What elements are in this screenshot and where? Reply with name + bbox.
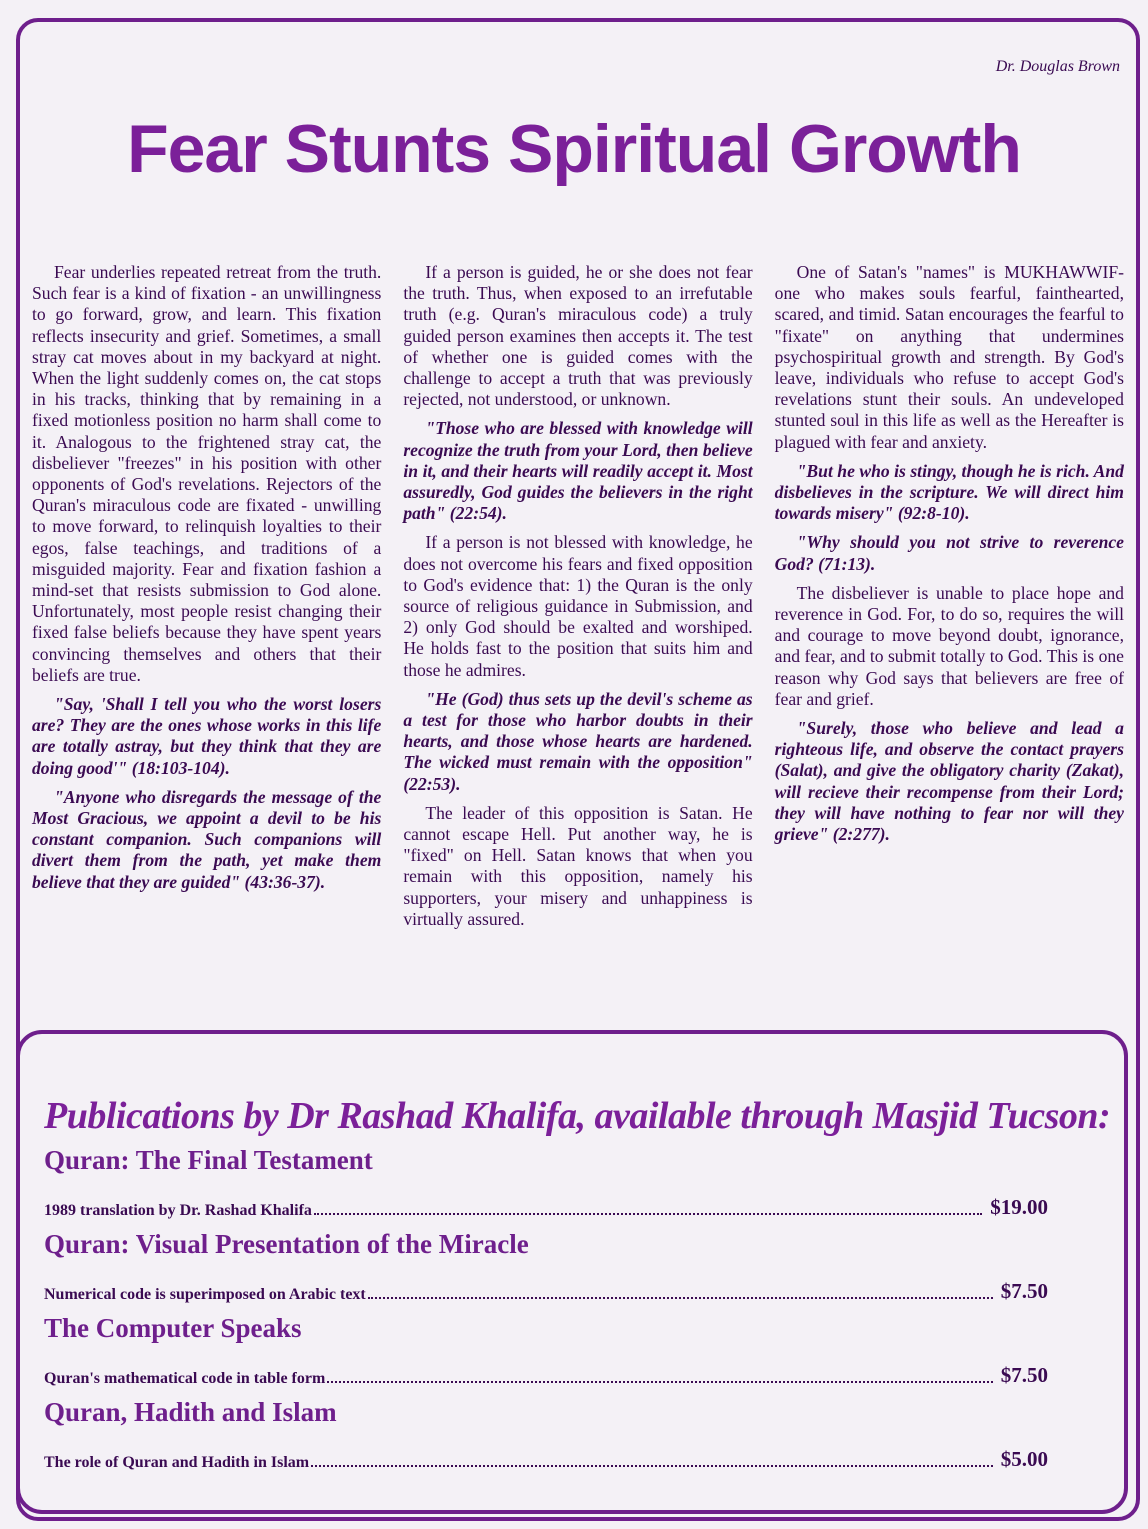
article-column — [32, 262, 381, 1002]
publication-description: 1989 translation by Dr. Rashad Khalifa — [44, 1202, 312, 1219]
article-body — [32, 262, 1124, 1002]
publication-description: Quran's mathematical code in table form — [44, 1370, 326, 1387]
publication-row — [44, 1178, 1048, 1226]
publications-list — [44, 1142, 1048, 1478]
body-paragraph: Fear underlies repeated retreat from the truth. Such fear is a kind of fixation - an unwillingness to go forward, grow, and learn. This fixation reflects insecurity and grief. Sometimes, a small stray cat moves about in my backyard at night. When the light suddenly comes on, the cat stops in his tracks, thinking that by remaining in a fixed motionless position no harm shall come to it. Analogous to the frightened stray cat, the disbeliever "freezes" in his position with other opponents of God's revelations. Rejectors of the Quran's miraculous code are fixated - unwilling to move forward, to relinquish loyalties to their egos, false teachings, and traditions of a misguided majority. Fear and fixation fashion a mind-set that resists submission to God alone. Unfortunately, most people resist changing their fixed false beliefs because they have spent years convincing themselves and others that their beliefs are true. — [32, 262, 382, 685]
publication-title: Quran, Hadith and Islam — [44, 1397, 337, 1427]
scripture-quote: "Say, 'Shall I tell you who the worst losers are? They are the ones whose works in this life are totally astray, but they think that they are doing good'" (18:103-104). — [32, 694, 382, 778]
publication-row — [44, 1430, 1048, 1478]
publication-row — [44, 1262, 1048, 1310]
body-paragraph: The disbeliever is unable to place hope and reverence in God. For, to do so, requires the will and courage to move beyond doubt, ignorance, and fear, and to submit totally to God. This is one reason why God says that believers are free of fear and grief. — [774, 582, 1124, 709]
dot-leader — [327, 1381, 992, 1383]
author-byline: Dr. Douglas Brown — [995, 58, 1120, 75]
article-title: Fear Stunts Spiritual Growth — [127, 111, 1021, 187]
publication-title: Quran: The Final Testament — [44, 1145, 373, 1175]
scripture-quote: "He (God) thus sets up the devil's scheme as a test for those who harbor doubts in their hearts, and those whose hearts are hardened. The wicked must remain with the opposition" (22:53). — [403, 688, 753, 794]
publication-item — [44, 1142, 1048, 1226]
publication-title: Quran: Visual Presentation of the Miracle — [44, 1229, 529, 1259]
publication-title: The Computer Speaks — [44, 1313, 302, 1343]
publication-price: $19.00 — [990, 1195, 1048, 1219]
publication-item — [44, 1394, 1048, 1478]
publication-row — [44, 1346, 1048, 1394]
publication-price: $5.00 — [1000, 1447, 1048, 1471]
dot-leader — [311, 1465, 993, 1467]
body-paragraph: The leader of this opposition is Satan. He cannot escape Hell. Put another way, he is "fixed" on Hell. Satan knows that when you remain with this opposition, namely his supporters, your misery and unhappiness is virtually assured. — [403, 802, 753, 929]
scripture-quote: "Why should you not strive to reverence God? (71:13). — [774, 532, 1124, 574]
article-column — [403, 262, 752, 1002]
scripture-quote: "Surely, those who believe and lead a righteous life, and observe the contact prayers (Salat), and give the obligatory charity (Zakat), will recieve their recompense from their Lord; they will have nothing to fear nor will they grieve" (2:277). — [774, 718, 1124, 845]
publication-price: $7.50 — [1000, 1363, 1048, 1387]
body-paragraph: One of Satan's "names" is MUKHAWWIF- one who makes souls fearful, fainthearted, scared, and timid. Satan encourages the fearful to "fixate" on anything that undermines psychospiritual growth and strength. By God's leave, individuals who refuse to accept God's revelations stunt their souls. An undeveloped stunted soul in this life as well as the Hereafter is plagued with fear and anxiety. — [774, 262, 1124, 452]
dot-leader — [368, 1297, 993, 1299]
scripture-quote: "But he who is stingy, though he is rich. And disbelieves in the scripture. We will direct him towards misery" (92:8-10). — [774, 460, 1124, 524]
publication-description: Numerical code is superimposed on Arabic text — [44, 1286, 366, 1303]
dot-leader — [314, 1213, 982, 1215]
publication-price: $7.50 — [1000, 1279, 1048, 1303]
scripture-quote: "Anyone who disregards the message of the Most Gracious, we appoint a devil to be his constant companion. Such companions will divert them from the path, yet make them believe that they are guided" (43:36-37). — [32, 786, 382, 892]
body-paragraph: If a person is not blessed with knowledge, he does not overcome his fears and fixed opposition to God's evidence that: 1) the Quran is the only source of religious guidance in Submission, and 2) only God should be exalted and worshiped. He holds fast to the position that suits him and those he admires. — [403, 532, 753, 680]
publications-heading: Publications by Dr Rashad Khalifa, available through Masjid Tucson: — [44, 1095, 1111, 1137]
publication-item — [44, 1226, 1048, 1310]
body-paragraph: If a person is guided, he or she does not fear the truth. Thus, when exposed to an irrefutable truth (e.g. Quran's miraculous code) a truly guided person examines then accepts it. The test of whether one is guided comes with the challenge to accept a truth that was previously rejected, not understood, or unknown. — [403, 262, 753, 410]
publication-item — [44, 1310, 1048, 1394]
article-column — [775, 262, 1124, 1002]
publication-description: The role of Quran and Hadith in Islam — [44, 1454, 310, 1471]
scripture-quote: "Those who are blessed with knowledge will recognize the truth from your Lord, then believe in it, and their hearts will readily accept it. Most assuredly, God guides the believers in the right path" (22:54). — [403, 418, 753, 524]
